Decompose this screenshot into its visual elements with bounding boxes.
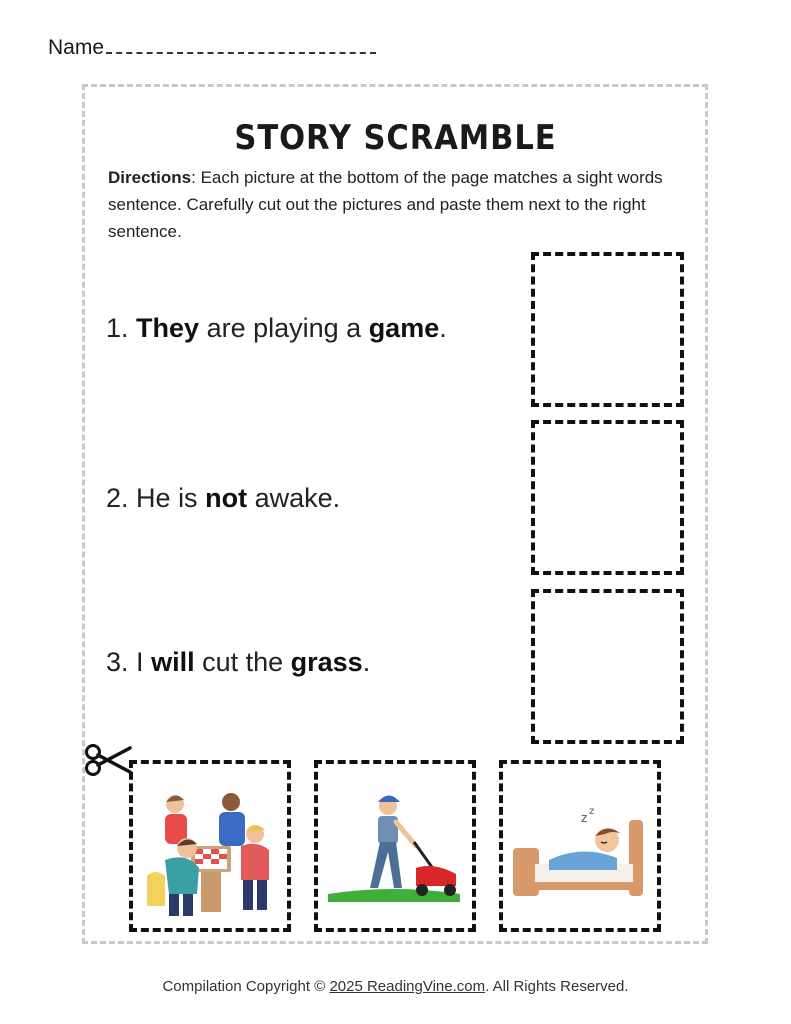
sentence-3 [106, 641, 466, 683]
svg-text:z: z [581, 811, 588, 825]
sentence-text: are playing a [199, 313, 369, 343]
sentence-text: cut the [194, 647, 291, 677]
directions-text: : Each picture at the bottom of the page matches a sight words sentence. Carefully cut out the pictures and paste them next to the right sentence. [108, 168, 663, 241]
name-label: Name [48, 36, 105, 59]
sight-word: They [136, 313, 200, 343]
page-title: STORY SCRAMBLE [234, 118, 557, 158]
copyright-prefix: Compilation Copyright © [162, 978, 330, 995]
people-playing-game-icon [139, 776, 281, 926]
boy-sleeping-icon [509, 776, 651, 926]
sight-word: not [205, 483, 248, 513]
sentence-1 [106, 307, 466, 349]
name-field[interactable] [48, 34, 376, 60]
sentence-text: . [439, 313, 447, 343]
copyright-footer [0, 978, 791, 995]
copyright-suffix: . All Rights Reserved. [485, 978, 629, 995]
sight-word: game [368, 313, 440, 343]
readingvine-link[interactable]: 2025 ReadingVine.com [329, 978, 486, 995]
sentence-text: . [362, 647, 371, 677]
sentence-number: 2. [106, 483, 129, 513]
sentence-number: 3. [106, 647, 129, 677]
answer-box-1[interactable] [531, 252, 684, 407]
directions [108, 164, 693, 245]
svg-text:z: z [589, 806, 595, 817]
picture-card-1[interactable] [129, 760, 291, 932]
sight-word: grass [290, 647, 363, 677]
name-underline [106, 34, 376, 54]
directions-label: Directions [108, 168, 192, 187]
answer-box-3[interactable] [531, 589, 684, 744]
sentence-number: 1. [106, 313, 129, 343]
sentence-text: He is [136, 483, 206, 513]
scissors-icon [84, 742, 134, 783]
sight-word: will [151, 647, 195, 677]
answer-box-2[interactable] [531, 420, 684, 575]
picture-card-3[interactable] [499, 760, 661, 932]
sentence-text: I [136, 647, 152, 677]
sentence-text: awake. [247, 483, 341, 513]
picture-card-2[interactable] [314, 760, 476, 932]
sentence-2 [106, 477, 466, 519]
man-mowing-lawn-icon [324, 776, 466, 926]
